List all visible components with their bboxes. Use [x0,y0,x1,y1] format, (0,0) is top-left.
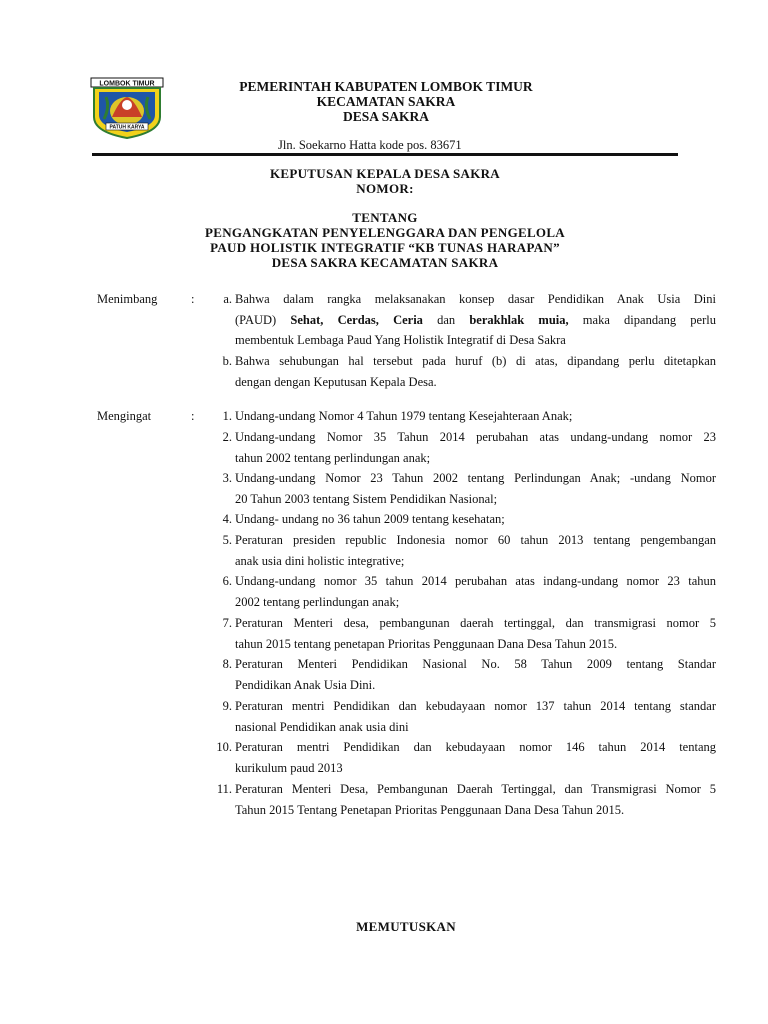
logo-caption-bottom: PATUH KARYA [109,124,145,131]
item-text-line: Undang-undang Nomor 35 Tahun 2014 perubahan atas undang-undang nomor 23 [235,430,716,444]
item-text-line: Peraturan presiden republic Indonesia nomor 60 tahun 2013 tentang pengembangan [235,533,716,547]
decree-title: KEPUTUSAN KEPALA DESA SAKRA [270,166,500,181]
item-text-line: Peraturan Menteri Desa, Pembangunan Daerah Tertinggal, dan Transmigrasi Nomor 5 [235,782,716,796]
item-text-line: Peraturan mentri Pendidikan dan kebudayaan nomor 137 tahun 2014 tentang standar [235,699,716,713]
header-address: Jln. Soekarno Hatta kode pos. 83671 [278,138,462,152]
item-marker: 7. [222,616,232,630]
header-village: DESA SAKRA [343,109,429,124]
item-marker: 1. [222,409,232,423]
item-text-line: Bahwa dalam rangka melaksanakan konsep dasar Pendidikan Anak Usia Dini [235,292,716,306]
menimbang-item-b [206,351,716,392]
decree-subject-line-3: DESA SAKRA KECAMATAN SAKRA [271,255,499,270]
mengingat-item-9 [206,696,716,737]
item-marker: 11. [216,782,232,796]
item-text-line: Undang-undang Nomor 4 Tahun 1979 tentang Kesejahteraan Anak; [235,409,573,423]
item-text-line: tahun 2015 tentang penetapan Prioritas Penggunaan Dana Desa Tahun 2015. [235,636,618,651]
item-text-line: Peraturan Menteri desa, pembangunan daerah tertinggal, dan transmigrasi nomor 5 [235,616,716,630]
item-marker: 3. [222,471,232,485]
item-text-line: membentuk Lembaga Paud Yang Holistik Integratif di Desa Sakra [235,333,566,348]
mengingat-item-1 [206,406,716,427]
mengingat-item-3 [206,468,716,509]
menimbang-item-a [206,289,716,351]
decision-heading: MEMUTUSKAN [356,919,456,934]
mengingat-item-8 [206,654,716,695]
decree-subject-line-1: PENGANGKATAN PENYELENGGARA DAN PENGELOLA [204,225,566,240]
regency-logo [90,77,164,139]
logo-caption-top: LOMBOK TIMUR [99,80,155,88]
item-marker: 2. [222,430,232,444]
item-text-line: Undang-undang Nomor 23 Tahun 2002 tentang Perlindungan Anak; -undang Nomor [235,471,716,485]
header-government: PEMERINTAH KABUPATEN LOMBOK TIMUR [239,79,533,94]
item-text-line: Bahwa sehubungan hal tersebut pada huruf (b) di atas, dipandang perlu ditetapkan [235,354,716,368]
item-text-line: Pendidikan Anak Usia Dini. [235,677,376,692]
item-marker: 6. [222,574,232,588]
item-text-bold: Sehat, Cerdas, Ceria [290,312,423,327]
item-text-line: kurikulum paud 2013 [235,760,343,775]
item-marker: 4. [222,512,232,526]
letterhead-divider [92,153,678,156]
decree-about: TENTANG [352,210,418,225]
decree-number: NOMOR: [356,181,414,196]
lombok-timur-emblem-icon [90,77,164,139]
decree-subject-line-2: PAUD HOLISTIK INTEGRATIF “KB TUNAS HARAPAN” [210,240,560,255]
item-text-line: 20 Tahun 2003 tentang Sistem Pendidikan Nasional; [235,491,498,506]
mengingat-item-7 [206,613,716,654]
mengingat-item-2 [206,427,716,468]
item-marker: 8. [222,657,232,671]
item-text-line: nasional Pendidikan anak usia dini [235,719,409,734]
item-marker: 10. [216,740,232,754]
mengingat-item-6 [206,571,716,612]
mengingat-item-11 [206,779,716,820]
item-text-line: Peraturan Menteri Pendidikan Nasional No. 58 Tahun 2009 tentang Standar [235,657,716,671]
item-text-line: anak usia dini holistic integrative; [235,553,405,568]
header-district: KECAMATAN SAKRA [316,94,456,109]
item-text-run: maka dipandang perlu [568,312,716,327]
item-text-line: Undang- undang no 36 tahun 2009 tentang kesehatan; [235,512,505,526]
mengingat-colon: : [191,409,195,423]
item-text-line: 2002 tentang perlindungan anak; [235,594,400,609]
mengingat-label: Mengingat [97,409,152,423]
item-text-line: dengan dengan Keputusan Kepala Desa. [235,374,437,389]
item-text-line: Peraturan mentri Pendidikan dan kebudayaan nomor 146 tahun 2014 tentang [235,740,716,754]
item-marker: a. [223,292,232,306]
item-marker: 5. [222,533,232,547]
item-marker: b. [222,354,232,368]
item-text-line: tahun 2002 tentang perlindungan anak; [235,450,431,465]
item-text-run: (PAUD) [235,312,291,327]
menimbang-label: Menimbang [97,292,158,306]
item-text-line: Undang-undang nomor 35 tahun 2014 perubahan atas indang-undang nomor 23 tahun [235,574,716,588]
menimbang-colon: : [191,292,195,306]
mengingat-item-4 [206,509,716,530]
item-text-line [235,310,716,331]
item-text-run: dan [422,312,470,327]
item-text-bold: berakhlak muia, [469,312,569,327]
mengingat-item-5 [206,530,716,571]
mengingat-item-10 [206,737,716,778]
item-text-line: Tahun 2015 Tentang Penetapan Prioritas Penggunaan Dana Desa Tahun 2015. [235,802,625,817]
item-marker: 9. [222,699,232,713]
